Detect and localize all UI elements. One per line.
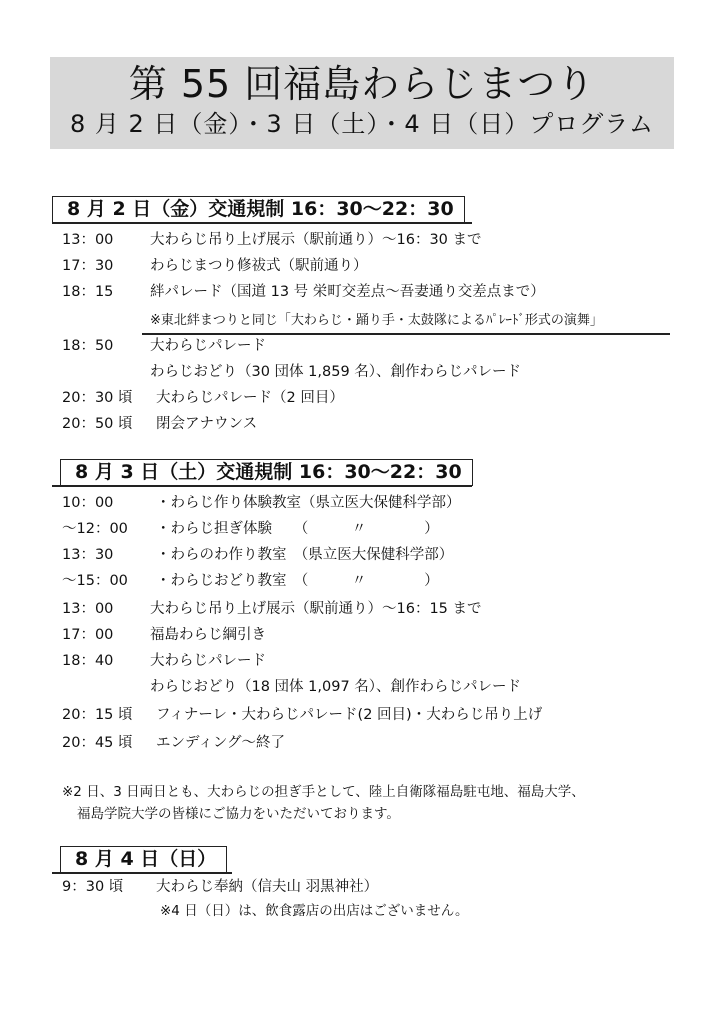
row-desc: 大わらじパレード（2 回目） [156,390,344,406]
row-desc: 閉会アナウンス [156,416,258,432]
row-time: 17：00 [62,627,114,643]
row-time: 9：30 頃 [62,879,124,895]
row-desc: ・わらのわ作り教室 （県立医大保健科学部） [156,547,454,563]
special-note-underline [142,333,670,335]
row-time: 20：30 頃 [62,390,133,406]
row-desc: わらじおどり（18 団体 1,097 名）、創作わらじパレード [150,679,522,695]
row-time: 〜15：00 [62,573,128,589]
day2-heading-underline [52,485,472,487]
row-time: 13：30 [62,547,114,563]
page-subtitle: 8 月 2 日（金）・3 日（土）・4 日（日）プログラム [70,110,654,138]
day3-note: ※4 日（日）は、飲食露店の出店はございません。 [160,903,469,919]
row-time: 13：00 [62,601,114,617]
row-desc: 大わらじ吊り上げ展示（駅前通り）〜16：30 まで [150,232,482,248]
row-desc: フィナーレ・大わらじパレード(2 回目)・大わらじ吊り上げ [156,707,543,723]
cooperation-note-line1: ※2 日、3 日両日とも、大わらじの担ぎ手として、陸上自衛隊福島駐屯地、福島大学、 [62,784,585,800]
row-desc: 絆パレード（国道 13 号 栄町交差点〜吾妻通り交差点まで） [150,284,545,300]
row-desc: 大わらじパレード [150,653,266,669]
row-desc: わらじまつり修祓式（駅前通り） [150,258,368,274]
row-time: 18：40 [62,653,114,669]
special-note: ※東北絆まつりと同じ「大わらじ・踊り手・太鼓隊によるﾊﾟﾚｰﾄﾞ形式の演舞」 [150,313,603,328]
row-desc: わらじおどり（30 団体 1,859 名）、創作わらじパレード [150,364,522,380]
row-time: 17：30 [62,258,114,274]
row-desc: 福島わらじ綱引き [150,627,266,643]
row-time: 18：50 [62,338,114,354]
cooperation-note-line2: 福島学院大学の皆様にご協力をいただいております。 [77,806,400,822]
row-time: 20：50 頃 [62,416,133,432]
day3-heading-underline [52,872,232,874]
title-banner [50,57,674,149]
row-desc: ・わらじ担ぎ体験 （ 〃 ） [156,521,439,537]
row-time: 13：00 [62,232,114,248]
row-time: 20：15 頃 [62,707,133,723]
row-time: 10：00 [62,495,114,511]
row-desc: ・わらじおどり教室 （ 〃 ） [156,573,439,589]
day2-heading: 8 月 3 日（土）交通規制 16：30〜22：30 [60,459,473,486]
row-time: 18：15 [62,284,114,300]
page-title: 第 55 回福島わらじまつり [128,62,596,106]
row-time: 20：45 頃 [62,735,133,751]
day1-heading: 8 月 2 日（金）交通規制 16：30〜22：30 [52,196,465,223]
row-desc: 大わらじ吊り上げ展示（駅前通り）〜16：15 まで [150,601,482,617]
row-desc: 大わらじパレード [150,338,266,354]
row-desc: ・わらじ作り体験教室（県立医大保健科学部） [156,495,461,511]
day1-heading-underline [52,222,472,224]
day3-heading: 8 月 4 日（日） [60,846,227,873]
row-time: 〜12：00 [62,521,128,537]
row-desc: 大わらじ奉納（信夫山 羽黒神社） [156,879,379,895]
row-desc: エンディング〜終了 [156,735,286,751]
